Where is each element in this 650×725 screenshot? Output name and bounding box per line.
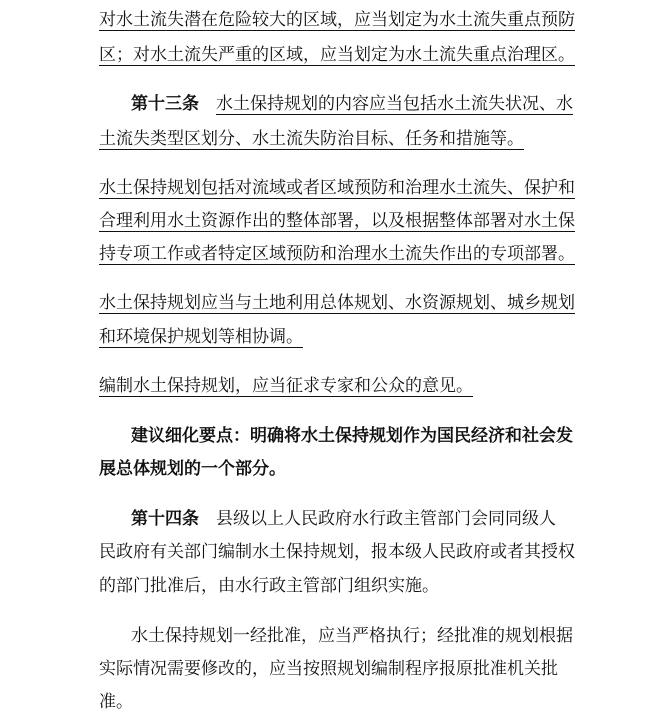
text-line: 和环境保护规划等相协调。 [99, 327, 303, 347]
article-13-paragraph [131, 92, 573, 116]
text-line: 土流失类型区划分、水土流失防治目标、任务和措施等。 [99, 129, 524, 149]
article-14-paragraph [131, 507, 556, 531]
text-line: 水土保持规划包括对流域或者区域预防和治理水土流失、保护和 [99, 178, 575, 198]
recommendation-line: 建议细化要点：明确将水土保持规划作为国民经济和社会发 [131, 426, 573, 446]
article-heading: 第十四条 [131, 509, 199, 529]
text-line: 的部门批准后，由水行政主管部门组织实施。 [99, 576, 439, 596]
text-line: 水土保持规划一经批准，应当严格执行；经批准的规划根据 [131, 626, 573, 646]
text-line: 编制水土保持规划，应当征求专家和公众的意见。 [99, 376, 473, 396]
text-line: 实际情况需要修改的，应当按照规划编制程序报原批准机关批 [99, 659, 558, 679]
text-line: 准。 [99, 692, 133, 712]
text-line: 持专项工作或者特定区域预防和治理水土流失作出的专项部署。 [99, 244, 575, 264]
article-heading: 第十三条 [131, 94, 199, 114]
text-line: 对水土流失潜在危险较大的区域，应当划定为水土流失重点预防 [99, 10, 575, 30]
text-line: 民政府有关部门编制水土保持规划，报本级人民政府或者其授权 [99, 542, 575, 562]
text-line: 水土保持规划的内容应当包括水土流失状况、水 [216, 94, 573, 114]
text-line: 县级以上人民政府水行政主管部门会同同级人 [216, 509, 556, 529]
recommendation-line: 展总体规划的一个部分。 [99, 459, 286, 479]
text-line: 水土保持规划应当与土地利用总体规划、水资源规划、城乡规划 [99, 293, 575, 313]
text-line: 合理利用水土资源作出的整体部署，以及根据整体部署对水土保 [99, 211, 575, 231]
text-line: 区；对水土流失严重的区域，应当划定为水土流失重点治理区。 [99, 45, 575, 65]
